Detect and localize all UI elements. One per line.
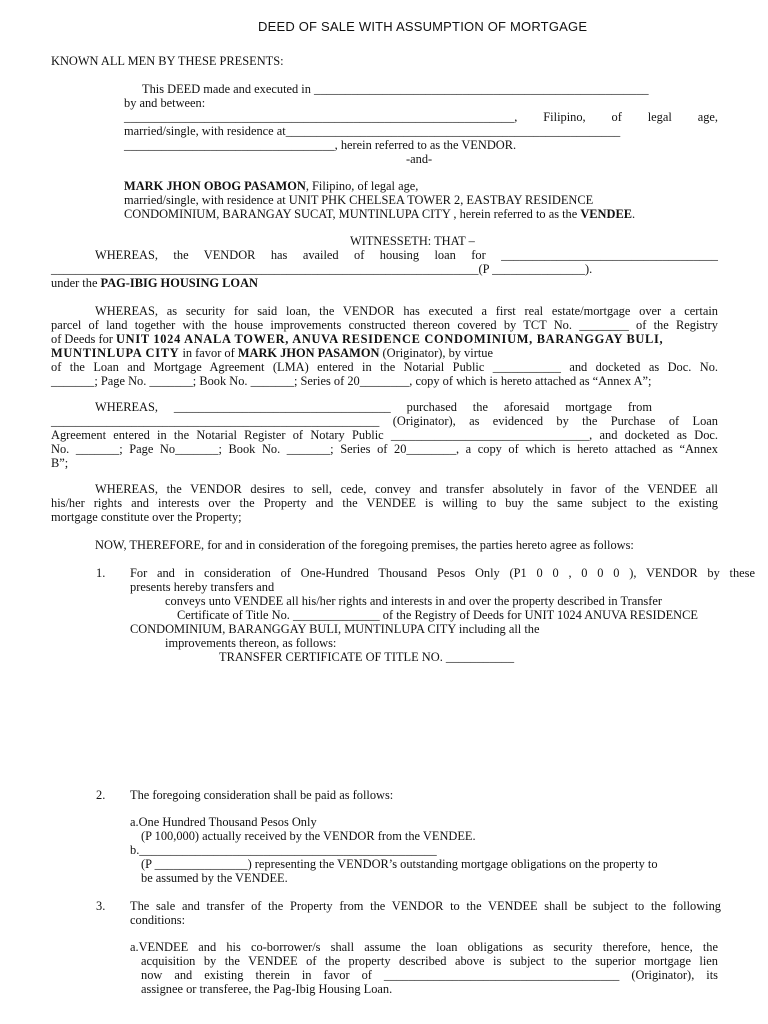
salutation: KNOWN ALL MEN BY THESE PRESENTS: <box>51 54 284 68</box>
whereas-3-line: Agreement entered in the Notarial Register of Notary Public ________________________________, and docketed as Doc. <box>51 428 718 442</box>
vendee-line <box>124 208 635 222</box>
item-2-line: be assumed by the VENDEE. <box>141 871 288 885</box>
vendee-line <box>124 180 418 194</box>
item-number: 1. <box>96 566 106 580</box>
item-3-line: a.VENDEE and his co-borrower/s shall assume the loan obligations as security therefore, hence, the <box>130 940 718 954</box>
tct-line: TRANSFER CERTIFICATE OF TITLE NO. ___________ <box>219 650 515 664</box>
item-1-line: improvements thereon, as follows: <box>165 636 337 650</box>
item-number: 2. <box>96 788 106 802</box>
vendee-text: . <box>631 207 636 221</box>
item-2-line: a.One Hundred Thousand Pesos Only <box>130 815 317 829</box>
item-1-line: presents hereby transfers and <box>130 580 275 594</box>
whereas-2-line: of the Loan and Mortgage Agreement (LMA) entered in the Notarial Public ___________ and docketed as Doc. No. <box>51 360 718 374</box>
intro-line: _______________________________________________________________, Filipino, of legal age, <box>124 110 718 124</box>
whereas-3-line: WHEREAS, ___________________________________ purchased the aforesaid mortgage from <box>95 400 652 414</box>
item-3-line: now and existing therein in favor of ______________________________________ (Originator), its <box>141 968 718 982</box>
whereas-2-line <box>51 333 663 347</box>
item-3-line: assignee or transferee, the Pag-Ibig Housing Loan. <box>141 982 393 996</box>
whereas-2-line: parcel of land together with the house improvements constructed thereon covered by TCT No. ________ of the Registry <box>51 318 718 332</box>
whereas-2-text: in favor of <box>179 346 238 360</box>
intro-line: married/single, with residence at______________________________________________________ <box>124 124 621 138</box>
whereas-1-line: _____________________________________________________________________(P _______________). <box>51 262 593 276</box>
vendee-name: MARK JHON OBOG PASAMON <box>124 179 306 193</box>
item-2-line: (P _______________) representing the VENDOR’s outstanding mortgage obligations on the property to <box>141 857 658 871</box>
whereas-2-line: WHEREAS, as security for said loan, the VENDOR has executed a first real estate/mortgage over a certain <box>95 304 718 318</box>
item-number: 3. <box>96 899 106 913</box>
whereas-1-line <box>51 277 258 291</box>
whereas-2-line <box>51 347 493 361</box>
vendee-text: CONDOMINIUM, BARANGAY SUCAT, MUNTINLUPA CITY , herein referred to as the <box>124 207 581 221</box>
item-3-line: The sale and transfer of the Property from the VENDOR to the VENDEE shall be subject to the following <box>130 899 721 913</box>
whereas-2-line: _______; Page No. _______; Book No. _______; Series of 20________, copy of which is hereto attached as “Annex A”; <box>51 374 652 388</box>
item-1-line: CONDOMINIUM, BARANGGAY BULI, MUNTINLUPA CITY including all the <box>130 622 540 636</box>
document-title: DEED OF SALE WITH ASSUMPTION OF MORTGAGE <box>258 19 588 34</box>
intro-line: by and between: <box>124 96 206 110</box>
whereas-4-line: his/her rights and interests over the Property and the VENDEE is willing to buy the same subject to the existing <box>51 496 718 510</box>
whereas-1-line: WHEREAS, the VENDOR has availed of housing loan for ___________________________________ <box>95 248 718 262</box>
whereas-1-text: under the <box>51 276 101 290</box>
witnesseth-heading: WITNESSETH: THAT – <box>350 234 475 248</box>
whereas-3-line: No. _______; Page No_______; Book No. _______; Series of 20________, a copy of which is hereto attached as “Annex <box>51 442 718 456</box>
whereas-4-line: mortgage constitute over the Property; <box>51 510 242 524</box>
item-3-line: acquisition by the VENDEE of the property described above is subject to the superior mortgage lien <box>141 954 718 968</box>
item-1-line: Certificate of Title No. ______________ of the Registry of Deeds for UNIT 1024 ANUVA RESIDENCE <box>177 608 698 622</box>
vendee-line: married/single, with residence at UNIT PHK CHELSEA TOWER 2, EASTBAY RESIDENCE <box>124 193 594 207</box>
property-city: MUNTINLUPA CITY <box>51 346 180 360</box>
item-2-line: The foregoing consideration shall be paid as follows: <box>130 788 394 802</box>
item-2-line: b.________________________________________________ <box>130 843 437 857</box>
item-2-line: (P 100,000) actually received by the VENDOR from the VENDEE. <box>141 829 476 843</box>
originator-name: MARK JHON PASAMON <box>237 346 380 360</box>
intro-line: __________________________________, herein referred to as the VENDOR. <box>124 138 517 152</box>
vendee-label: VENDEE <box>580 207 632 221</box>
now-therefore-line: NOW, THEREFORE, for and in consideration of the foregoing premises, the parties hereto agree as follows: <box>95 538 634 552</box>
whereas-3-line: _____________________________________________________ (Originator), as evidenced by the Purchase of Loan <box>51 414 718 428</box>
pag-ibig-label: PAG-IBIG HOUSING LOAN <box>100 276 258 290</box>
item-1-line: conveys unto VENDEE all his/her rights and interests in and over the property described in Transfer <box>165 594 663 608</box>
whereas-3-line: B”; <box>51 456 69 470</box>
and-separator: -and- <box>406 152 433 166</box>
whereas-4-line: WHEREAS, the VENDOR desires to sell, cede, convey and transfer absolutely in favor of the VENDEE all <box>95 482 718 496</box>
item-3-line: conditions: <box>130 913 186 927</box>
intro-line: This DEED made and executed in ______________________________________________________ <box>142 82 649 96</box>
property-address: UNIT 1024 ANALA TOWER, ANUVA RESIDENCE CONDOMINIUM, BARANGGAY BULI, <box>116 332 664 346</box>
whereas-2-text: (Originator), by virtue <box>379 346 493 360</box>
item-1-line: For and in consideration of One-Hundred Thousand Pesos Only (P1 0 0 , 0 0 0 ), VENDOR by these <box>130 566 755 580</box>
vendee-text: , Filipino, of legal age, <box>305 179 419 193</box>
whereas-2-text: of Deeds for <box>51 332 117 346</box>
